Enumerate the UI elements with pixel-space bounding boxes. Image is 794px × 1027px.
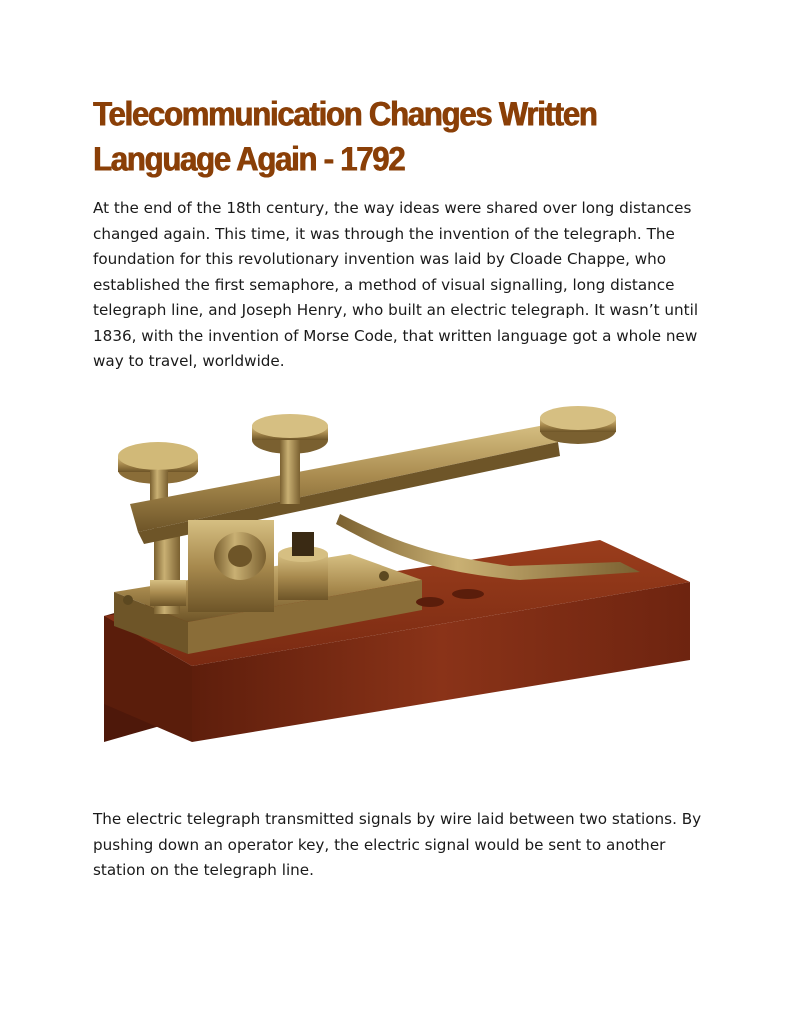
page-title: Telecommunication Changes Written Language Again - 1792 [93,94,597,179]
telegraph-key-icon [100,404,696,744]
telegraph-paragraph: The electric telegraph transmitted signals by wire laid between two stations. By pushing down an operator key, the electric signal would be sent to another station on the telegraph line. [93,810,702,879]
telegraph-key-image [100,404,696,744]
intro-paragraph: At the end of the 18th century, the way ideas were shared over long distances changed again. This time, it was through the invention of the telegraph. The foundation for this revolutionary invention was laid by Cloade Chappe, who established the first semaphore, a method of visual signalling, long distance telegraph line, and Joseph Henry, who built an electric telegraph. It wasn’t until 1836, with the invention of Morse Code, that written language got a whole new way to travel, worldwide. [93,199,699,370]
